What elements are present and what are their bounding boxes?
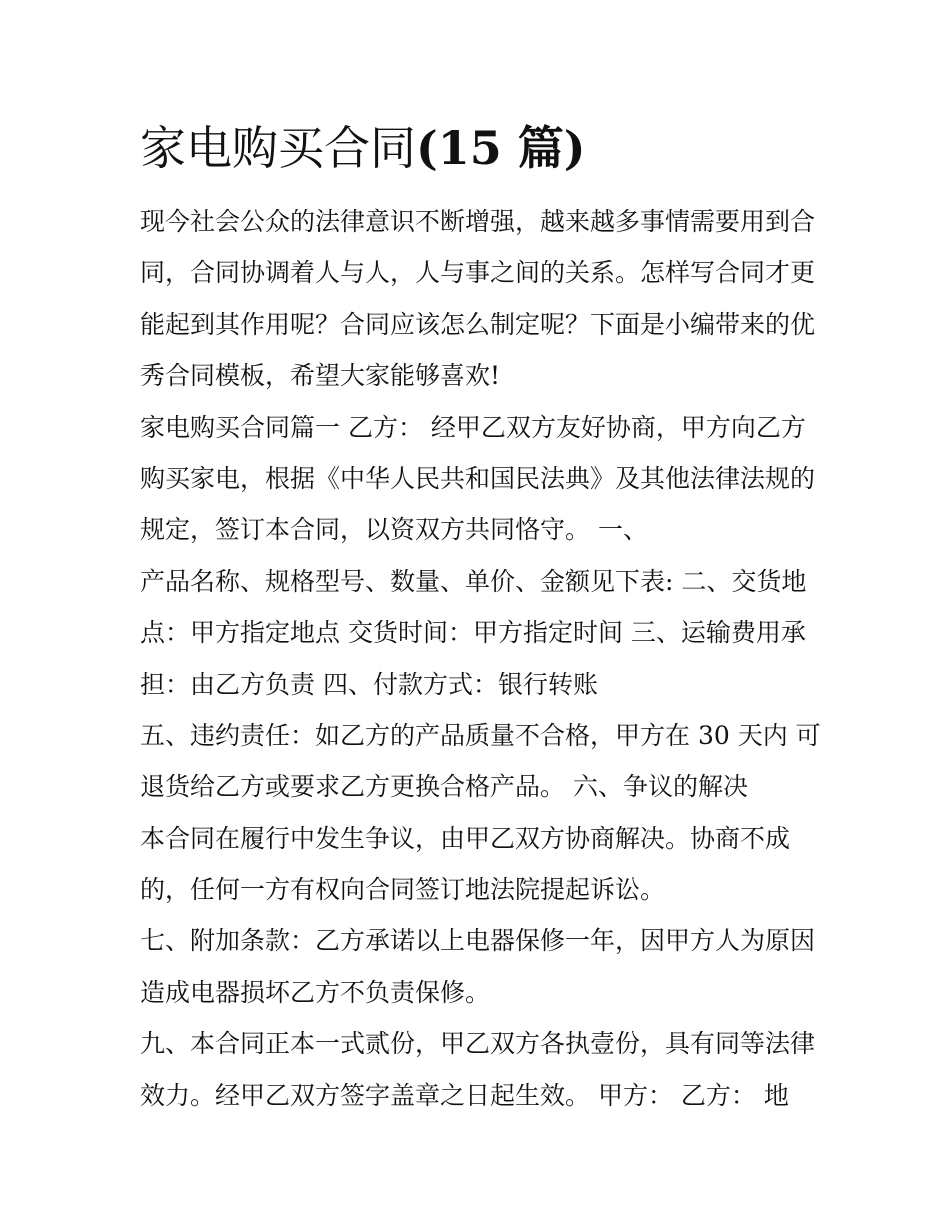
text-line: 本合同在履行中发生争议，由甲乙双方协商解决。协商不成 [140, 823, 791, 853]
text-line: 秀合同模板，希望大家能够喜欢! [140, 361, 501, 391]
text-line: 的，任何一方有权向合同签订地法院提起诉讼。 [140, 875, 666, 905]
text-line: 造成电器损坏乙方不负责保修。 [140, 977, 491, 1007]
text-line: 七、附加条款：乙方承诺以上电器保修一年，因甲方人为原因 [140, 926, 816, 956]
text-line: 担：由乙方负责 四、付款方式：银行转账 [140, 669, 598, 699]
title-suffix: (15 篇) [416, 121, 586, 175]
document-title [140, 116, 586, 180]
text-line: 家电购买合同篇一 乙方： 经甲乙双方友好协商，甲方向乙方 [140, 412, 806, 442]
text-line: 效力。经甲乙双方签字盖章之日起生效。 甲方： 乙方： 地 [140, 1080, 789, 1110]
document-body [140, 196, 830, 1121]
text-line: 能起到其作用呢？合同应该怎么制定呢？下面是小编带来的优 [140, 309, 816, 339]
text-line: 退货给乙方或要求乙方更换合格产品。 六、争议的解决 [140, 772, 748, 802]
text-line: 九、本合同正本一式贰份，甲乙双方各执壹份，具有同等法律 [140, 1029, 816, 1059]
text-line: 购买家电，根据《中华人民共和国民法典》及其他法律法规的 [140, 463, 816, 493]
text-line: 同，合同协调着人与人，人与事之间的关系。怎样写合同才更 [140, 258, 816, 288]
text-line: 五、违约责任：如乙方的产品质量不合格，甲方在 30 天内 可 [140, 720, 821, 750]
text-line: 现今社会公众的法律意识不断增强，越来越多事情需要用到合 [140, 207, 816, 236]
text-line: 点：甲方指定地点 交货时间：甲方指定时间 三、运输费用承 [140, 618, 806, 648]
text-line: 规定，签订本合同，以资双方共同恪守。 一、 [140, 515, 648, 545]
text-line: 产品名称、规格型号、数量、单价、金额见下表: 二、交货地 [140, 566, 807, 596]
title-main: 家电购买合同 [140, 121, 416, 175]
